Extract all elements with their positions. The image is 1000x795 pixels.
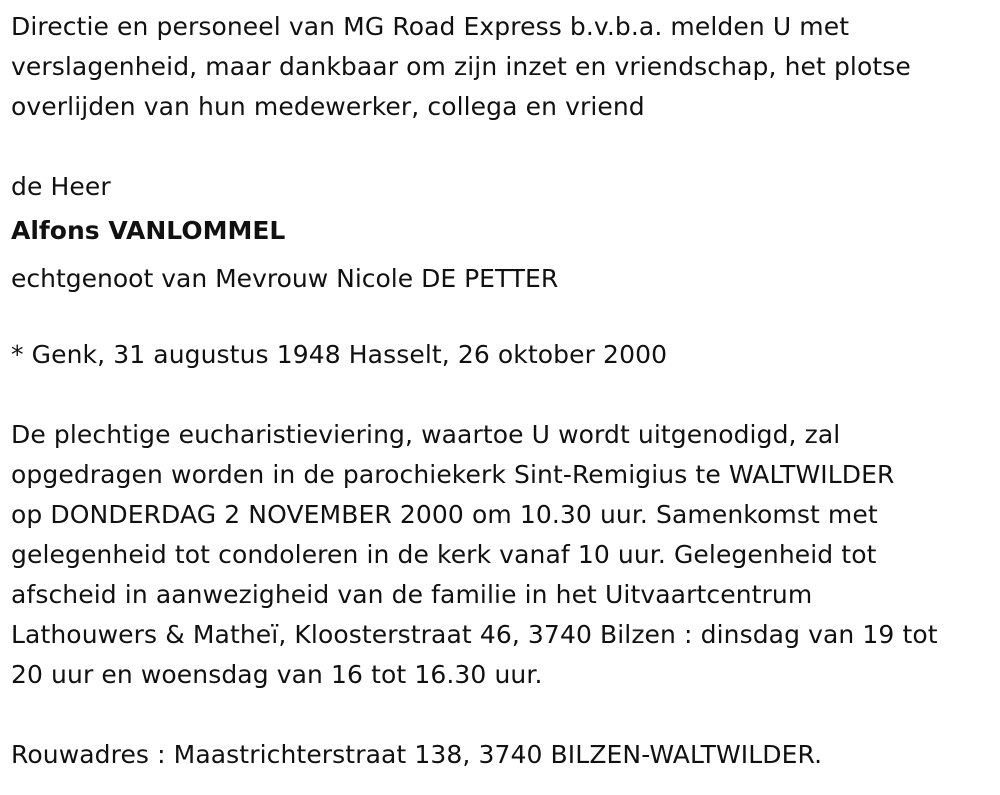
ceremony-line: 20 uur en woensdag van 16 tot 16.30 uur. bbox=[11, 660, 543, 689]
intro-line: Directie en personeel van MG Road Express b.v.b.a. melden U met bbox=[11, 12, 850, 41]
ceremony-line: gelegenheid tot condoleren in de kerk vanaf 10 uur. Gelegenheid tot bbox=[11, 540, 877, 569]
honorific-title: de Heer bbox=[11, 172, 111, 201]
birth-death-dates: * Genk, 31 augustus 1948 Hasselt, 26 oktober 2000 bbox=[11, 340, 668, 369]
intro-line: overlijden van hun medewerker, collega en vriend bbox=[11, 92, 645, 121]
spouse-line: echtgenoot van Mevrouw Nicole DE PETTER bbox=[11, 264, 559, 293]
ceremony-line: op DONDERDAG 2 NOVEMBER 2000 om 10.30 uur. Samenkomst met bbox=[11, 500, 878, 529]
mourning-address: Rouwadres : Maastrichterstraat 138, 3740 BILZEN-WALTWILDER. bbox=[11, 740, 823, 769]
spacer bbox=[11, 303, 991, 335]
deceased-name: Alfons VANLOMMEL bbox=[11, 216, 286, 245]
spacer bbox=[11, 375, 991, 415]
ceremony-line: opgedragen worden in de parochiekerk Sint-Remigius te WALTWILDER bbox=[11, 460, 895, 489]
spacer bbox=[11, 695, 991, 735]
ceremony-line: De plechtige eucharistieviering, waartoe U wordt uitgenodigd, zal bbox=[11, 420, 841, 449]
ceremony-line: afscheid in aanwezigheid van de familie in het Uitvaartcentrum bbox=[11, 580, 813, 609]
ceremony-paragraph bbox=[11, 415, 991, 695]
death-notice bbox=[11, 7, 991, 775]
ceremony-line: Lathouwers & Matheï, Kloosterstraat 46, 3740 Bilzen : dinsdag van 19 tot bbox=[11, 620, 938, 649]
intro-paragraph bbox=[11, 7, 991, 127]
intro-line: verslagenheid, maar dankbaar om zijn inzet en vriendschap, het plotse bbox=[11, 52, 911, 81]
spacer bbox=[11, 127, 991, 167]
